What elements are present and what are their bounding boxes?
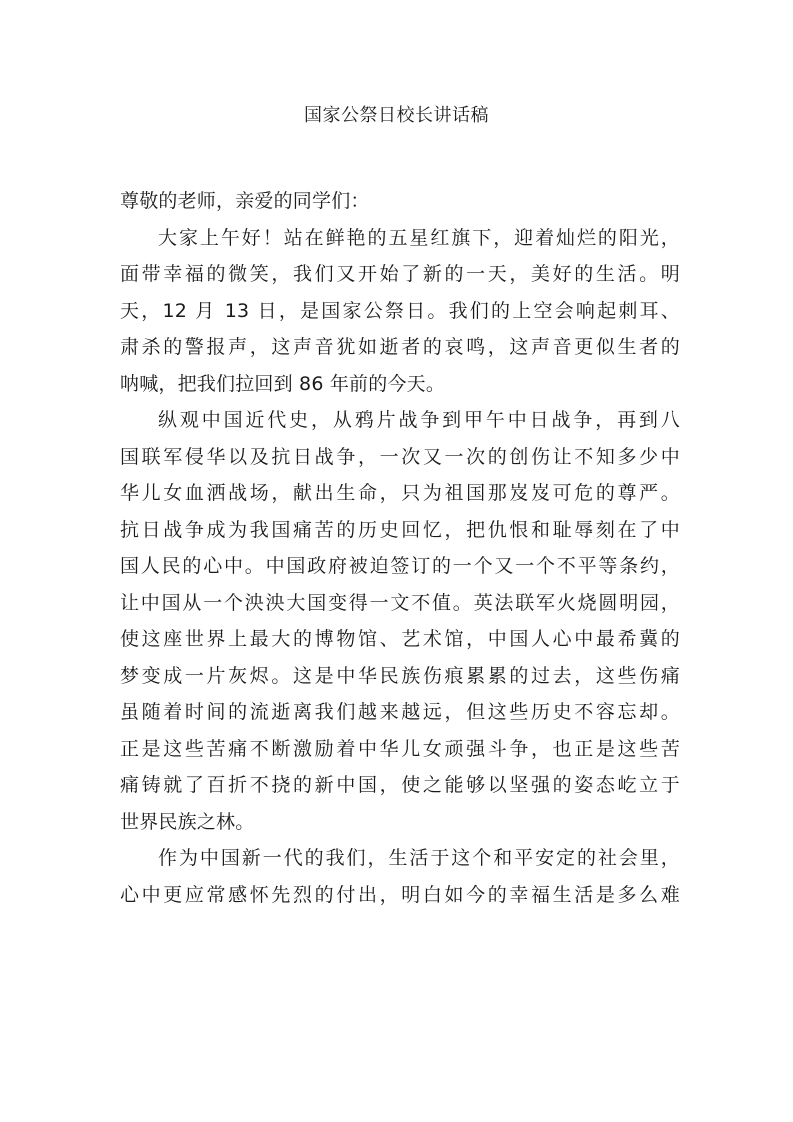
paragraph-1-line: 天，12 月 13 日，是国家公祭日。我们的上空会响起刺耳、: [120, 299, 680, 322]
paragraph-2-line: 华儿女血洒战场，献出生命，只为祖国那岌岌可危的尊严。: [120, 482, 680, 504]
page-title: 国家公祭日校长讲话稿: [304, 105, 489, 126]
paragraph-1-line: 大家上午好！站在鲜艳的五星红旗下，迎着灿烂的阳光，: [158, 226, 680, 249]
paragraph-1-line: 呐喊，把我们拉回到 86 年前的今天。: [120, 372, 446, 395]
paragraph-1-line: 肃杀的警报声，这声音犹如逝者的哀鸣，这声音更似生者的: [120, 336, 680, 358]
document-body: [120, 183, 680, 913]
paragraph-2-line: 纵观中国近代史，从鸦片战争到甲午中日战争，再到八: [158, 409, 680, 431]
paragraph-1-line: 面带幸福的微笑，我们又开始了新的一天，美好的生活。明: [120, 263, 680, 285]
paragraph-2-line: 使这座世界上最大的博物馆、艺术馆，中国人心中最希冀的: [120, 628, 680, 650]
paragraph-2-line: 正是这些苦痛不断激励着中华儿女顽强斗争，也正是这些苦: [120, 737, 680, 760]
paragraph-2-line: 国人民的心中。中国政府被迫签订的一个又一个不平等条约，: [120, 555, 680, 577]
paragraph-2-line: 国联军侵华以及抗日战争，一次又一次的创伤让不知多少中: [120, 445, 680, 468]
paragraph-2-line: 抗日战争成为我国痛苦的历史回忆，把仇恨和耻辱刻在了中: [120, 518, 680, 541]
paragraph-2-line: 世界民族之林。: [120, 810, 255, 833]
paragraph-2-line: 痛铸就了百折不挠的新中国，使之能够以坚强的姿态屹立于: [120, 774, 680, 796]
paragraph-2-line: 让中国从一个泱泱大国变得一文不值。英法联军火烧圆明园，: [120, 591, 680, 614]
paragraph-2-line: 梦变成一片灰烬。这是中华民族伤痕累累的过去，这些伤痛: [120, 664, 680, 687]
paragraph-3-line: 作为中国新一代的我们，生活于这个和平安定的社会里，: [158, 847, 680, 869]
salutation-line: 尊敬的老师，亲爱的同学们：: [120, 190, 370, 212]
paragraph-2-line: 虽随着时间的流逝离我们越来越远，但这些历史不容忘却。: [120, 701, 680, 723]
paragraph-3-line: 心中更应常感怀先烈的付出，明白如今的幸福生活是多么难: [120, 883, 680, 906]
